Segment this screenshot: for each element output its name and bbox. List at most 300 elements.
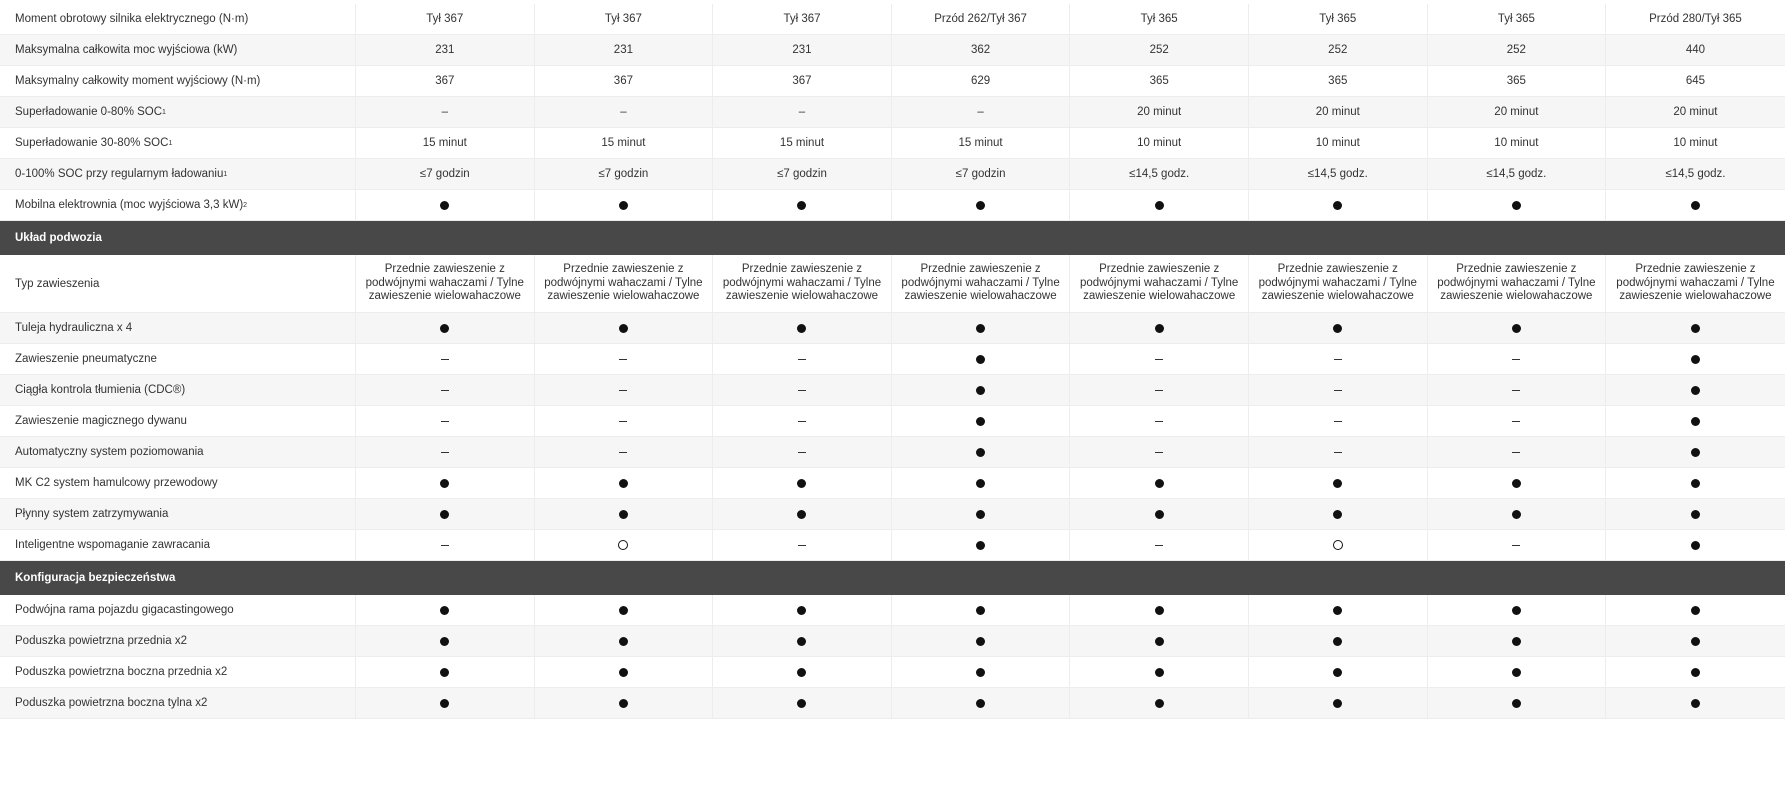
value-cell xyxy=(1070,688,1249,718)
value-cell xyxy=(535,406,714,436)
not-available-dash-icon xyxy=(1512,359,1520,360)
table-row xyxy=(0,35,1785,66)
row-label xyxy=(0,375,356,405)
row-label xyxy=(0,688,356,718)
value-cell xyxy=(1428,344,1607,374)
value-cell xyxy=(892,499,1071,529)
value-cell xyxy=(1070,35,1249,65)
cell-text: ≤7 godzin xyxy=(777,168,827,180)
standard-dot-icon xyxy=(619,201,628,210)
cell-text: 15 minut xyxy=(601,137,646,149)
footnote-marker: 1 xyxy=(162,108,166,116)
value-cell xyxy=(892,375,1071,405)
section-header: Konfiguracja bezpieczeństwa xyxy=(0,561,1785,595)
not-available-dash-icon xyxy=(1155,452,1163,453)
value-cell xyxy=(892,255,1071,312)
value-cell xyxy=(1606,190,1785,220)
value-cell xyxy=(1428,128,1607,158)
cell-text: 231 xyxy=(435,44,455,56)
value-cell xyxy=(1428,437,1607,467)
cell-text: 365 xyxy=(1328,75,1348,87)
row-label xyxy=(0,159,356,189)
value-cell xyxy=(1428,406,1607,436)
value-cell xyxy=(1606,344,1785,374)
standard-dot-icon xyxy=(797,668,806,677)
footnote-marker: 1 xyxy=(168,139,173,147)
not-available-dash-icon xyxy=(1155,359,1163,360)
row-label xyxy=(0,499,356,529)
value-cell xyxy=(1249,66,1428,96)
row-label xyxy=(0,595,356,625)
table-row xyxy=(0,4,1785,35)
value-cell xyxy=(1428,657,1607,687)
row-label xyxy=(0,97,356,127)
value-cell xyxy=(1249,35,1428,65)
cell-text: Przód 280/Tył 365 xyxy=(1649,13,1742,25)
value-cell xyxy=(1606,437,1785,467)
value-cell xyxy=(535,375,714,405)
cell-text: Przednie zawieszenie z podwójnymi wahaczami / Tylne zawieszenie wielowahaczowe xyxy=(1437,263,1596,303)
standard-dot-icon xyxy=(1512,699,1521,708)
value-cell xyxy=(1070,4,1249,34)
value-cell xyxy=(535,530,714,560)
value-cell xyxy=(535,499,714,529)
standard-dot-icon xyxy=(1691,668,1700,677)
value-cell xyxy=(1070,530,1249,560)
standard-dot-icon xyxy=(1691,541,1700,550)
not-available-dash-icon xyxy=(441,452,449,453)
value-cell xyxy=(356,375,535,405)
footnote-marker: 1 xyxy=(223,170,228,178)
standard-dot-icon xyxy=(1333,699,1342,708)
value-cell xyxy=(713,313,892,343)
not-available-dash-icon xyxy=(798,421,806,422)
cell-text: 362 xyxy=(970,44,991,56)
value-cell xyxy=(892,657,1071,687)
value-cell xyxy=(1070,595,1249,625)
standard-dot-icon xyxy=(440,699,449,708)
value-cell xyxy=(1070,159,1249,189)
standard-dot-icon xyxy=(1333,606,1342,615)
value-cell xyxy=(535,626,714,656)
standard-dot-icon xyxy=(619,510,628,519)
standard-dot-icon xyxy=(1155,699,1164,708)
table-row xyxy=(0,530,1785,561)
value-cell xyxy=(713,688,892,718)
standard-dot-icon xyxy=(976,201,985,210)
value-cell xyxy=(356,657,535,687)
standard-dot-icon xyxy=(440,668,449,677)
cell-text: ≤14,5 godz. xyxy=(1307,168,1368,180)
footnote-marker: 2 xyxy=(243,201,248,209)
standard-dot-icon xyxy=(1512,201,1521,210)
cell-text: ≤7 godzin xyxy=(598,168,649,180)
standard-dot-icon xyxy=(1333,479,1342,488)
value-cell xyxy=(713,4,892,34)
value-cell xyxy=(1249,595,1428,625)
cell-text: 367 xyxy=(613,75,633,87)
row-label xyxy=(0,657,356,687)
value-cell xyxy=(535,35,714,65)
value-cell xyxy=(1070,499,1249,529)
cell-text: Tył 367 xyxy=(426,13,464,25)
cell-text: 365 xyxy=(1149,75,1169,87)
value-cell xyxy=(1606,66,1785,96)
standard-dot-icon xyxy=(619,668,628,677)
standard-dot-icon xyxy=(1333,324,1342,333)
not-available-dash-icon xyxy=(798,390,806,391)
standard-dot-icon xyxy=(440,479,449,488)
not-available-dash-icon xyxy=(619,452,627,453)
standard-dot-icon xyxy=(976,510,985,519)
row-label xyxy=(0,35,356,65)
value-cell xyxy=(892,688,1071,718)
not-available-dash-icon xyxy=(798,545,806,546)
standard-dot-icon xyxy=(976,668,985,677)
cell-text: – xyxy=(620,106,627,118)
cell-text: Tył 365 xyxy=(1140,13,1178,25)
value-cell xyxy=(356,530,535,560)
value-cell xyxy=(892,97,1071,127)
value-cell xyxy=(892,159,1071,189)
standard-dot-icon xyxy=(797,324,806,333)
cell-text: Przednie zawieszenie z podwójnymi wahaczami / Tylne zawieszenie wielowahaczowe xyxy=(1080,263,1239,303)
row-label-text: Mobilna elektrownia (moc wyjściowa 3,3 kW) xyxy=(15,199,244,211)
standard-dot-icon xyxy=(1691,448,1700,457)
value-cell xyxy=(1606,499,1785,529)
value-cell xyxy=(535,4,714,34)
value-cell xyxy=(1606,375,1785,405)
row-label xyxy=(0,344,356,374)
standard-dot-icon xyxy=(619,606,628,615)
standard-dot-icon xyxy=(1691,479,1700,488)
value-cell xyxy=(713,437,892,467)
value-cell xyxy=(535,595,714,625)
row-label xyxy=(0,530,356,560)
value-cell xyxy=(1428,313,1607,343)
standard-dot-icon xyxy=(1691,324,1700,333)
value-cell xyxy=(356,35,535,65)
value-cell xyxy=(892,128,1071,158)
value-cell xyxy=(1428,626,1607,656)
table-row xyxy=(0,499,1785,530)
value-cell xyxy=(713,468,892,498)
optional-circle-icon xyxy=(618,540,628,550)
value-cell xyxy=(1606,97,1785,127)
standard-dot-icon xyxy=(1691,355,1700,364)
row-label-text: Poduszka powietrzna boczna tylna x2 xyxy=(15,697,208,709)
value-cell xyxy=(1428,530,1607,560)
standard-dot-icon xyxy=(976,479,985,488)
value-cell xyxy=(1070,97,1249,127)
standard-dot-icon xyxy=(1691,699,1700,708)
cell-text: 15 minut xyxy=(958,137,1003,149)
standard-dot-icon xyxy=(1155,479,1164,488)
not-available-dash-icon xyxy=(441,421,449,422)
table-row xyxy=(0,344,1785,375)
row-label-text: Automatyczny system poziomowania xyxy=(15,446,204,458)
value-cell xyxy=(1428,159,1607,189)
standard-dot-icon xyxy=(1691,417,1700,426)
value-cell xyxy=(356,499,535,529)
value-cell xyxy=(356,626,535,656)
value-cell xyxy=(356,159,535,189)
cell-text: 252 xyxy=(1506,44,1526,56)
value-cell xyxy=(356,344,535,374)
value-cell xyxy=(1428,255,1607,312)
value-cell xyxy=(1249,499,1428,529)
cell-text: 20 minut xyxy=(1137,106,1182,118)
standard-dot-icon xyxy=(1155,637,1164,646)
standard-dot-icon xyxy=(1155,510,1164,519)
row-label-text: Superładowanie 30-80% SOC xyxy=(15,137,169,149)
value-cell xyxy=(713,255,892,312)
standard-dot-icon xyxy=(976,417,985,426)
cell-text: ≤14,5 godz. xyxy=(1486,168,1547,180)
row-label-text: Moment obrotowy silnika elektrycznego (N·m) xyxy=(15,13,249,25)
value-cell xyxy=(535,128,714,158)
row-label xyxy=(0,66,356,96)
standard-dot-icon xyxy=(1333,510,1342,519)
not-available-dash-icon xyxy=(798,452,806,453)
standard-dot-icon xyxy=(976,541,985,550)
value-cell xyxy=(1070,255,1249,312)
value-cell xyxy=(892,35,1071,65)
value-cell xyxy=(535,688,714,718)
value-cell xyxy=(1428,190,1607,220)
row-label xyxy=(0,626,356,656)
value-cell xyxy=(1070,437,1249,467)
cell-text: – xyxy=(977,106,984,118)
value-cell xyxy=(1070,128,1249,158)
standard-dot-icon xyxy=(976,324,985,333)
value-cell xyxy=(356,66,535,96)
row-label-text: Tuleja hydrauliczna x 4 xyxy=(15,322,133,334)
value-cell xyxy=(713,499,892,529)
cell-text: Tył 365 xyxy=(1497,13,1535,25)
not-available-dash-icon xyxy=(619,421,627,422)
standard-dot-icon xyxy=(1512,510,1521,519)
cell-text: 252 xyxy=(1328,44,1348,56)
standard-dot-icon xyxy=(976,386,985,395)
cell-text: Tył 365 xyxy=(1319,13,1357,25)
value-cell xyxy=(535,159,714,189)
value-cell xyxy=(1249,190,1428,220)
value-cell xyxy=(713,657,892,687)
standard-dot-icon xyxy=(1512,479,1521,488)
value-cell xyxy=(535,313,714,343)
value-cell xyxy=(892,626,1071,656)
cell-text: 629 xyxy=(970,75,991,87)
standard-dot-icon xyxy=(1333,668,1342,677)
row-label-text: Maksymalna całkowita moc wyjściowa (kW) xyxy=(15,44,238,56)
value-cell xyxy=(1428,468,1607,498)
not-available-dash-icon xyxy=(1334,359,1342,360)
optional-circle-icon xyxy=(1333,540,1343,550)
table-row xyxy=(0,406,1785,437)
value-cell xyxy=(1249,313,1428,343)
table-row xyxy=(0,626,1785,657)
cell-text: 10 minut xyxy=(1137,137,1182,149)
value-cell xyxy=(356,128,535,158)
cell-text: 231 xyxy=(613,44,633,56)
value-cell xyxy=(356,406,535,436)
value-cell xyxy=(892,66,1071,96)
value-cell xyxy=(713,406,892,436)
value-cell xyxy=(1249,530,1428,560)
value-cell xyxy=(713,626,892,656)
cell-text: 10 minut xyxy=(1673,137,1718,149)
standard-dot-icon xyxy=(1512,324,1521,333)
value-cell xyxy=(892,406,1071,436)
value-cell xyxy=(535,468,714,498)
table-row xyxy=(0,375,1785,406)
row-label-text: Ciągła kontrola tłumienia (CDC®) xyxy=(15,384,186,396)
value-cell xyxy=(713,35,892,65)
not-available-dash-icon xyxy=(1512,390,1520,391)
value-cell xyxy=(1249,688,1428,718)
standard-dot-icon xyxy=(619,324,628,333)
table-row xyxy=(0,128,1785,159)
value-cell xyxy=(1428,4,1607,34)
cell-text: – xyxy=(798,106,806,118)
value-cell xyxy=(892,530,1071,560)
section-header: Układ podwozia xyxy=(0,221,1785,255)
row-label-text: MK C2 system hamulcowy przewodowy xyxy=(15,477,218,489)
table-row xyxy=(0,97,1785,128)
row-label xyxy=(0,128,356,158)
standard-dot-icon xyxy=(1691,201,1700,210)
value-cell xyxy=(356,468,535,498)
value-cell xyxy=(535,657,714,687)
standard-dot-icon xyxy=(797,510,806,519)
cell-text: 645 xyxy=(1685,75,1706,87)
value-cell xyxy=(1070,626,1249,656)
value-cell xyxy=(535,66,714,96)
cell-text: 231 xyxy=(792,44,812,56)
not-available-dash-icon xyxy=(1334,421,1342,422)
not-available-dash-icon xyxy=(441,359,449,360)
cell-text: Przednie zawieszenie z podwójnymi wahaczami / Tylne zawieszenie wielowahaczowe xyxy=(1616,263,1775,303)
row-label xyxy=(0,437,356,467)
standard-dot-icon xyxy=(1333,201,1342,210)
standard-dot-icon xyxy=(797,201,806,210)
value-cell xyxy=(1428,688,1607,718)
value-cell xyxy=(1249,406,1428,436)
table-row xyxy=(0,437,1785,468)
row-label-text: Poduszka powietrzna przednia x2 xyxy=(15,635,187,647)
row-label xyxy=(0,468,356,498)
value-cell xyxy=(713,344,892,374)
row-label-text: Zawieszenie pneumatyczne xyxy=(15,353,157,365)
value-cell xyxy=(1070,344,1249,374)
cell-text: ≤7 godzin xyxy=(955,168,1006,180)
value-cell xyxy=(892,437,1071,467)
value-cell xyxy=(1428,66,1607,96)
cell-text: Przednie zawieszenie z podwójnymi wahaczami / Tylne zawieszenie wielowahaczowe xyxy=(1258,263,1417,303)
value-cell xyxy=(1606,313,1785,343)
value-cell xyxy=(356,97,535,127)
cell-text: 365 xyxy=(1506,75,1526,87)
value-cell xyxy=(1606,530,1785,560)
row-label-text: Typ zawieszenia xyxy=(15,277,100,290)
value-cell xyxy=(1606,4,1785,34)
standard-dot-icon xyxy=(1691,606,1700,615)
cell-text: 20 minut xyxy=(1494,106,1539,118)
value-cell xyxy=(713,66,892,96)
standard-dot-icon xyxy=(976,637,985,646)
value-cell xyxy=(1606,657,1785,687)
row-label xyxy=(0,313,356,343)
value-cell xyxy=(356,4,535,34)
standard-dot-icon xyxy=(1155,668,1164,677)
value-cell xyxy=(356,313,535,343)
value-cell xyxy=(1428,97,1607,127)
value-cell xyxy=(1606,595,1785,625)
value-cell xyxy=(1249,4,1428,34)
value-cell xyxy=(535,97,714,127)
standard-dot-icon xyxy=(440,324,449,333)
value-cell xyxy=(1070,66,1249,96)
cell-text: 367 xyxy=(792,75,812,87)
cell-text: ≤14,5 godz. xyxy=(1129,168,1190,180)
value-cell xyxy=(1070,468,1249,498)
standard-dot-icon xyxy=(440,201,449,210)
cell-text: 10 minut xyxy=(1315,137,1360,149)
value-cell xyxy=(1070,406,1249,436)
not-available-dash-icon xyxy=(1512,452,1520,453)
row-label-text: Maksymalny całkowity moment wyjściowy (N·m) xyxy=(15,75,261,87)
standard-dot-icon xyxy=(1155,606,1164,615)
value-cell xyxy=(1428,595,1607,625)
value-cell xyxy=(356,255,535,312)
cell-text: 252 xyxy=(1149,44,1169,56)
standard-dot-icon xyxy=(797,637,806,646)
not-available-dash-icon xyxy=(1334,390,1342,391)
table-row xyxy=(0,255,1785,313)
value-cell xyxy=(356,437,535,467)
value-cell xyxy=(535,437,714,467)
value-cell xyxy=(1070,190,1249,220)
not-available-dash-icon xyxy=(1512,421,1520,422)
value-cell xyxy=(713,128,892,158)
cell-text: Przednie zawieszenie z podwójnymi wahaczami / Tylne zawieszenie wielowahaczowe xyxy=(901,263,1060,303)
value-cell xyxy=(1249,128,1428,158)
value-cell xyxy=(1249,344,1428,374)
value-cell xyxy=(1428,499,1607,529)
value-cell xyxy=(1249,437,1428,467)
value-cell xyxy=(1606,468,1785,498)
value-cell xyxy=(356,595,535,625)
value-cell xyxy=(713,97,892,127)
value-cell xyxy=(1428,35,1607,65)
cell-text: 15 minut xyxy=(779,137,825,149)
value-cell xyxy=(713,375,892,405)
value-cell xyxy=(1428,375,1607,405)
cell-text: Tył 367 xyxy=(783,13,821,25)
not-available-dash-icon xyxy=(441,390,449,391)
value-cell xyxy=(1606,255,1785,312)
value-cell xyxy=(1606,159,1785,189)
value-cell xyxy=(713,190,892,220)
table-row xyxy=(0,688,1785,719)
value-cell xyxy=(535,344,714,374)
cell-text: ≤7 godzin xyxy=(419,168,470,180)
spec-comparison-table xyxy=(0,4,1785,719)
value-cell xyxy=(1249,657,1428,687)
not-available-dash-icon xyxy=(441,545,449,546)
not-available-dash-icon xyxy=(619,390,627,391)
